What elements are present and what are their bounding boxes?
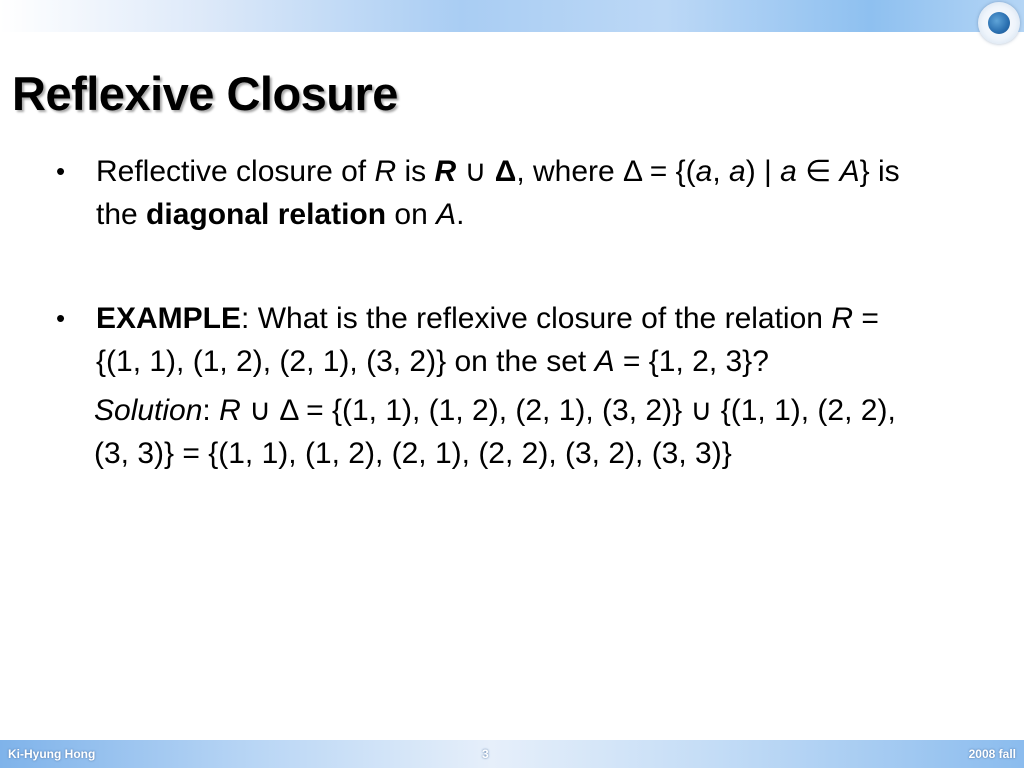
text: ∪ Δ = {(1, 1), (1, 2), (2, 1), (3, 2)} ∪ {(1, 1), (2, 2), (3, 3)} = {(1, 1), (1, 2), (2, 1), (2, 2), (3, 2), (3, 3)}	[94, 394, 896, 470]
text: :	[202, 394, 220, 427]
footer-author: Ki-Hyung Hong	[8, 747, 96, 761]
var-set-a: A	[594, 345, 615, 378]
example-label: EXAMPLE	[96, 302, 242, 335]
text: = {(1, 1), (1, 2), (2, 1), (3, 2)} on the set	[96, 302, 879, 378]
logo-emblem	[988, 12, 1010, 34]
var-set-a: A	[839, 155, 860, 188]
var-a: a	[695, 155, 713, 188]
text: ,	[712, 155, 729, 188]
var-set-a: A	[436, 198, 457, 231]
diagonal-relation-term: diagonal relation	[146, 198, 387, 231]
element-of-symbol: ∈	[796, 155, 840, 188]
text: ) |	[745, 155, 781, 188]
solution-paragraph	[56, 389, 916, 475]
text: .	[456, 198, 465, 231]
page-number: 3	[482, 747, 489, 761]
var-r-bold: R	[434, 155, 457, 188]
slide-body	[56, 150, 916, 475]
text: on	[386, 198, 437, 231]
text: is	[396, 155, 435, 188]
union-symbol: ∪	[456, 155, 495, 188]
text: } is the	[96, 155, 900, 231]
slide-title: Reflexive Closure	[12, 67, 398, 120]
text: , where Δ = {(	[516, 155, 696, 188]
footer-term: 2008 fall	[968, 747, 1016, 761]
footer-band	[0, 740, 1024, 768]
header-band	[0, 0, 1024, 32]
bullet-dot: •	[56, 303, 66, 333]
university-logo-icon	[978, 2, 1020, 44]
bullet-dot: •	[56, 156, 66, 186]
text: : What is the reflexive closure of the relation	[241, 302, 832, 335]
bullet-example	[56, 297, 916, 383]
var-r: R	[219, 394, 241, 427]
var-a: a	[729, 155, 746, 188]
solution-label: Solution	[94, 394, 203, 427]
var-a: a	[780, 155, 797, 188]
text: Reflective closure of	[96, 155, 375, 188]
var-r: R	[831, 302, 853, 335]
delta-bold: Δ	[494, 155, 517, 188]
bullet-definition	[56, 150, 916, 236]
var-r: R	[374, 155, 397, 188]
text: = {1, 2, 3}?	[614, 345, 769, 378]
